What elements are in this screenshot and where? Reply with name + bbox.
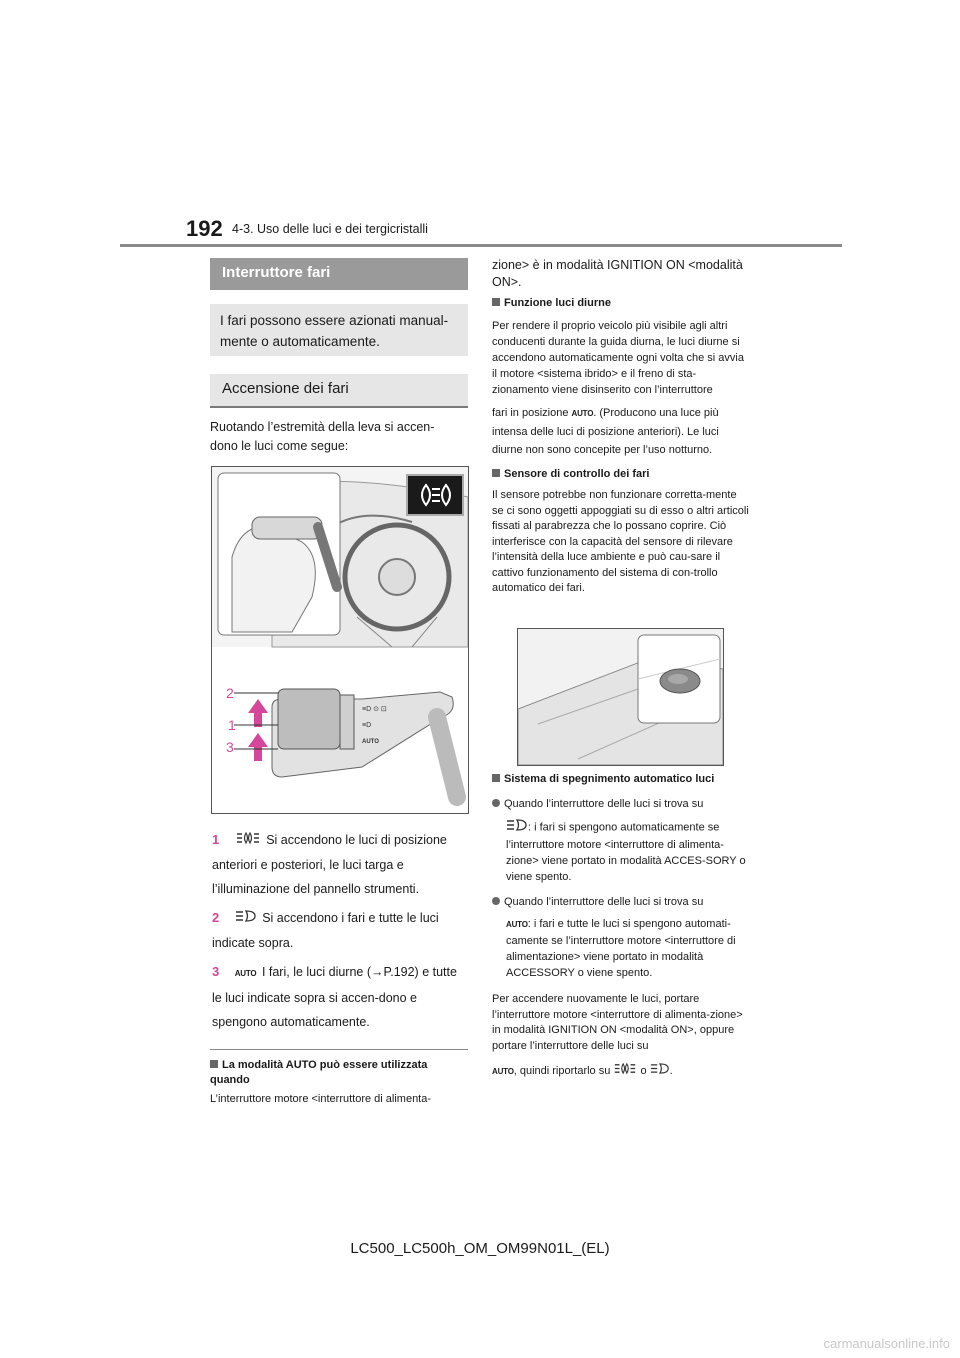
auto-icon: AUTO: [506, 920, 528, 929]
parking-light-icon: [235, 829, 261, 853]
figure-label-2: 2: [226, 685, 234, 701]
continue-text: zione> è in modalità IGNITION ON <modalità ON>.: [492, 258, 743, 289]
headlight-icon: [235, 907, 257, 931]
drl-text-2: fari in posizione AUTO. (Producono una luce più intensa delle luci di posizione anteriori). Le luci diurne non sono concepite per l’uso notturno.: [492, 407, 719, 456]
summary-text: I fari possono essere azionati manual-mente o automaticamente.: [220, 313, 449, 349]
square-bullet-icon: [492, 298, 500, 306]
figure-label-3: 3: [226, 739, 234, 755]
list-item: [212, 906, 462, 955]
svg-text:≡D: ≡D: [362, 722, 372, 729]
drl-title: Funzione luci diurne: [492, 297, 748, 309]
section-heading-box: [210, 258, 468, 290]
section-heading: Interruttore fari: [222, 264, 331, 281]
headlight-icon: [650, 1062, 670, 1080]
sensor-text: Il sensore potrebbe non funzionare corretta-mente se ci sono oggetti appoggiati su di esso o altri articoli fissati al parabrezza che lo possano coprire. Ciò interferisce con la capacità del sensore di rilevare l’intensità della luce ambiente e può cau-sare il cattivo funzionamento del sistema di con-trollo automatico dei fari.: [492, 489, 749, 594]
watermark: carmanualsonline.info: [823, 1336, 950, 1351]
item-number: 1: [212, 832, 220, 847]
list-item: [212, 960, 462, 1034]
bullet-text: AUTO: i fari e tutte le luci si spengono automati-camente se l’interruttore motore <interruttore di alimentazione> viene portato in modalità ACCESSORY o viene spento.: [506, 918, 736, 979]
bullet-text: : i fari si spengono automaticamente se l’interruttore motore <interruttore di alimenta-zione> viene portato in modalità ACCES-SORY o viene spento.: [506, 818, 750, 885]
page-number: 192: [186, 216, 223, 241]
final-tail: AUTO, quindi riportarlo su o .: [492, 1062, 750, 1080]
round-bullet-icon: [492, 897, 500, 905]
section-title: 4-3. Uso delle luci e dei tergicristalli: [232, 222, 428, 236]
round-bullet-icon: [492, 799, 500, 807]
svg-text:≡D ⊙ ⊡: ≡D ⊙ ⊡: [362, 706, 387, 713]
final-text: Per accendere nuovamente le luci, portare l’interruttore motore <interruttore di alimenta-zione> in modalità IGNITION ON <modalità ON>, oppure portare l’interruttore delle luci su: [492, 993, 743, 1052]
sensor-figure: [517, 628, 724, 766]
auto-icon: AUTO: [571, 409, 594, 418]
intro-text: Ruotando l’estremità della leva si accen-dono le luci come segue:: [210, 420, 435, 453]
note-text: L’interruttore motore <interruttore di alimenta-: [210, 1093, 432, 1105]
lever-figure: [211, 466, 469, 814]
subheading-box: [210, 374, 468, 408]
headlight-icon: [506, 818, 528, 837]
item-number: 2: [212, 910, 220, 925]
item-text: Si accendono i fari e tutte le luci indicate sopra.: [212, 911, 439, 950]
subheading: Accensione dei fari: [222, 380, 349, 397]
note-title: La modalità AUTO può essere utilizzata quando: [210, 1059, 428, 1086]
bullet-item: Quando l’interruttore delle luci si trova su: [492, 796, 750, 812]
sensor-title: Sensore di controllo dei fari: [492, 468, 748, 480]
drl-text: Per rendere il proprio veicolo più visibile agli altri conducenti durante la guida diurna, le luci diurne si accendono automaticamente ogni volta che si avvia il motore <sistema ibrido> e il freno di sta-zionamento viene disinserito con l’interruttore: [492, 320, 744, 396]
footer-model: LC500_LC500h_OM_OM99N01L_(EL): [350, 1240, 610, 1257]
item-number: 3: [212, 964, 220, 979]
figure-label-1: 1: [228, 717, 236, 733]
parking-light-icon: [613, 1062, 637, 1080]
square-bullet-icon: [210, 1060, 218, 1068]
bullet-item: Quando l’interruttore delle luci si trova su: [492, 894, 750, 910]
item-text: I fari, le luci diurne (→P.192) e tutte le luci indicate sopra si accen-dono e spengono automaticamente.: [212, 965, 457, 1029]
list-item: [212, 828, 462, 901]
note-divider: [210, 1049, 468, 1050]
svg-text:AUTO: AUTO: [362, 739, 379, 745]
summary-box: [210, 304, 468, 356]
auto-icon: AUTO: [234, 969, 257, 978]
item-text: Si accendono le luci di posizione anteriori e posteriori, le luci targa e l’illuminazione del pannello strumenti.: [212, 833, 447, 896]
square-bullet-icon: [492, 469, 500, 477]
square-bullet-icon: [492, 774, 500, 782]
lever-illustration: [212, 467, 468, 813]
auto-off-title: Sistema di spegnimento automatico luci: [492, 773, 748, 785]
header-rule: [120, 244, 842, 247]
auto-icon: AUTO: [492, 1066, 514, 1076]
sensor-illustration: [518, 629, 723, 765]
